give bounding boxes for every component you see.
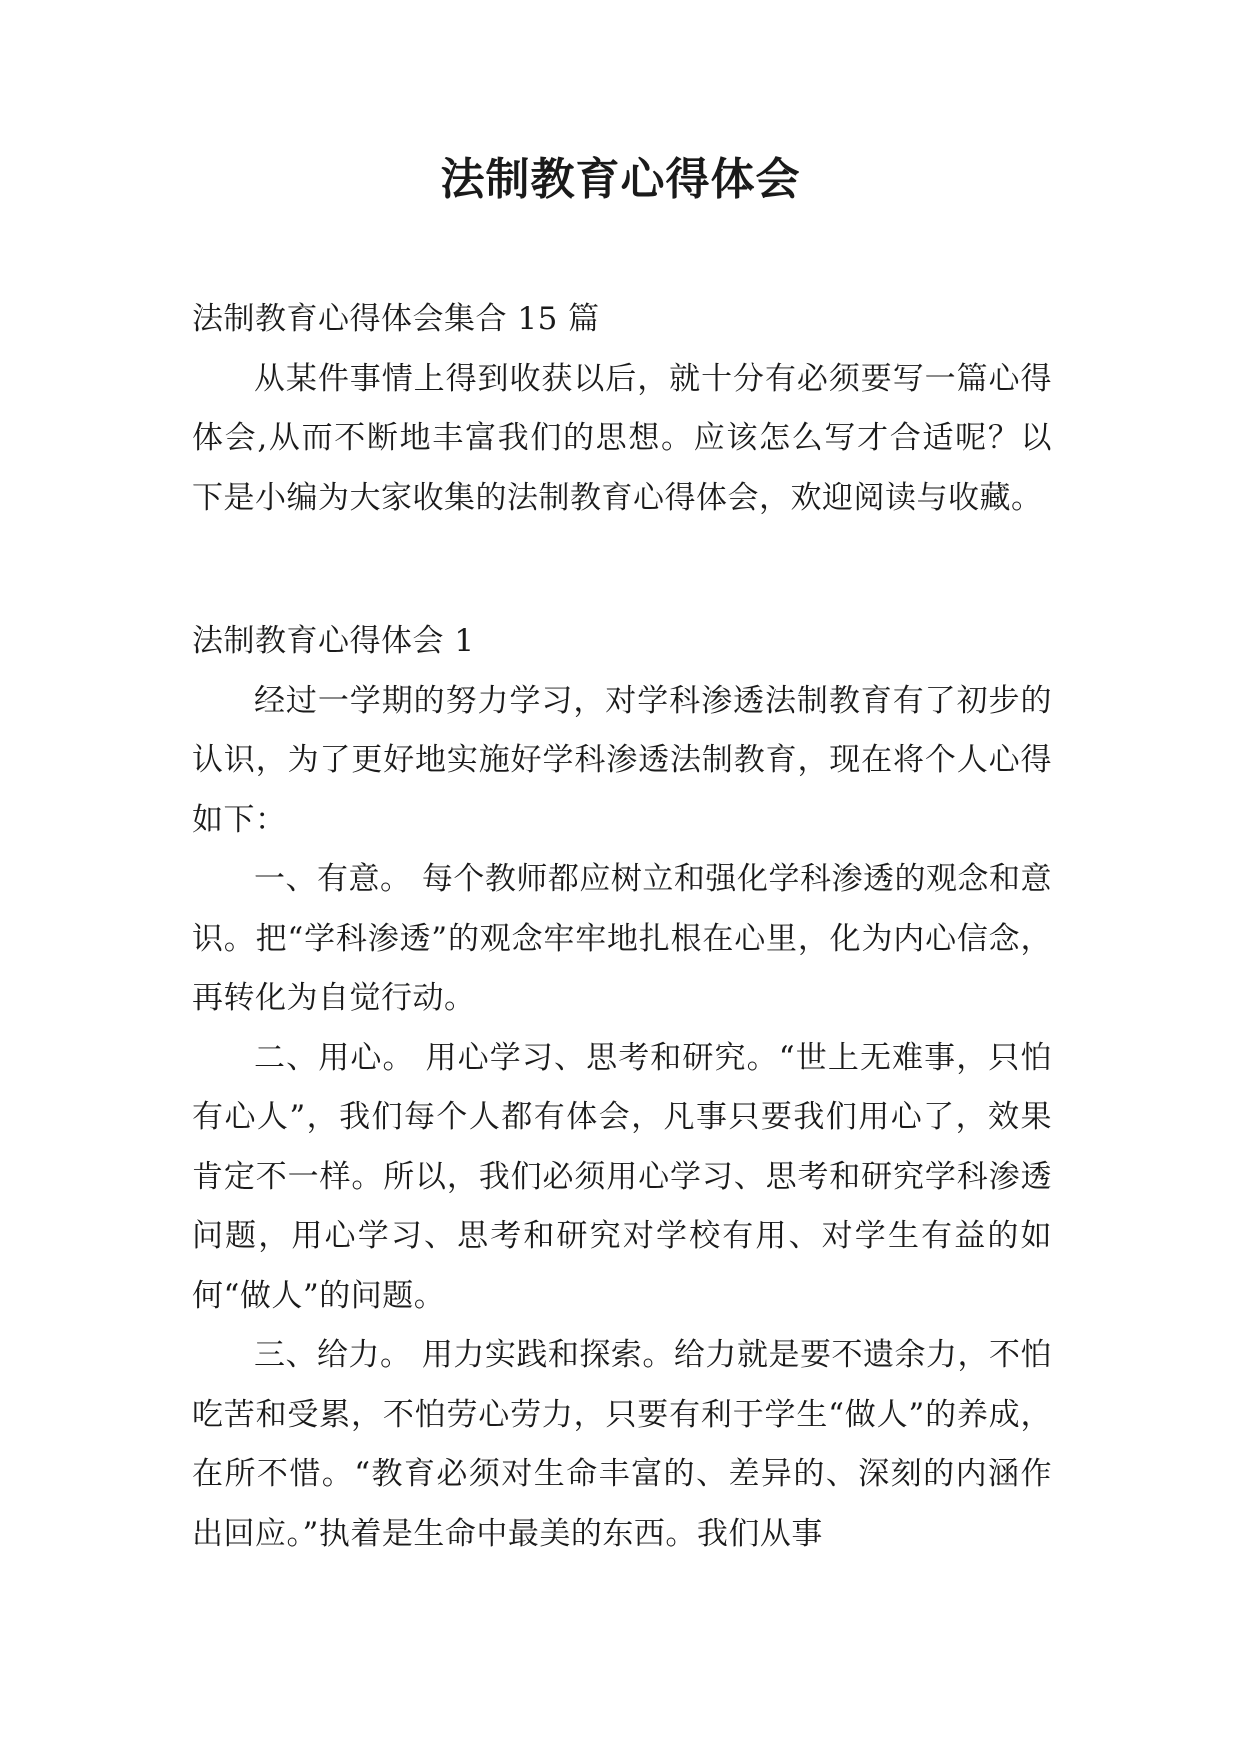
intro-paragraph: 从某件事情上得到收获以后，就十分有必须要写一篇心得体会,从而不断地丰富我们的思想。应该怎么写才合适呢？以下是小编为大家收集的法制教育心得体会，欢迎阅读与收藏。 — [192, 360, 1052, 516]
document-title: 法制教育心得体会 — [440, 154, 801, 205]
section-spacer — [192, 528, 1052, 612]
body-paragraph: 一、有意。 每个教师都应树立和强化学科渗透的观念和意识。把“学科渗透”的观念牢牢地扎根在心里，化为内心信念，再转化为自觉行动。 — [192, 861, 1052, 1016]
section-heading: 法制教育心得体会 1 — [192, 623, 475, 659]
collection-heading: 法制教育心得体会集合 15 篇 — [192, 301, 600, 337]
body-paragraph: 三、给力。 用力实践和探索。给力就是要不遗余力，不怕吃苦和受累，不怕劳心劳力，只要有利于学生“做人”的养成，在所不惜。“教育必须对生命丰富的、差异的、深刻的内涵作出回应。”执着是生命中最美的东西。我们从事 — [192, 1337, 1052, 1552]
document-body — [192, 290, 1052, 1564]
body-paragraph: 经过一学期的努力学习，对学科渗透法制教育有了初步的认识，为了更好地实施好学科渗透法制教育，现在将个人心得如下： — [192, 682, 1052, 838]
body-paragraph: 二、用心。 用心学习、思考和研究。“世上无难事，只怕有心人”，我们每个人都有体会，凡事只要我们用心了，效果肯定不一样。所以，我们必须用心学习、思考和研究学科渗透问题，用心学习、思考和研究对学校有用、对学生有益的如何“做人”的问题。 — [192, 1039, 1052, 1314]
